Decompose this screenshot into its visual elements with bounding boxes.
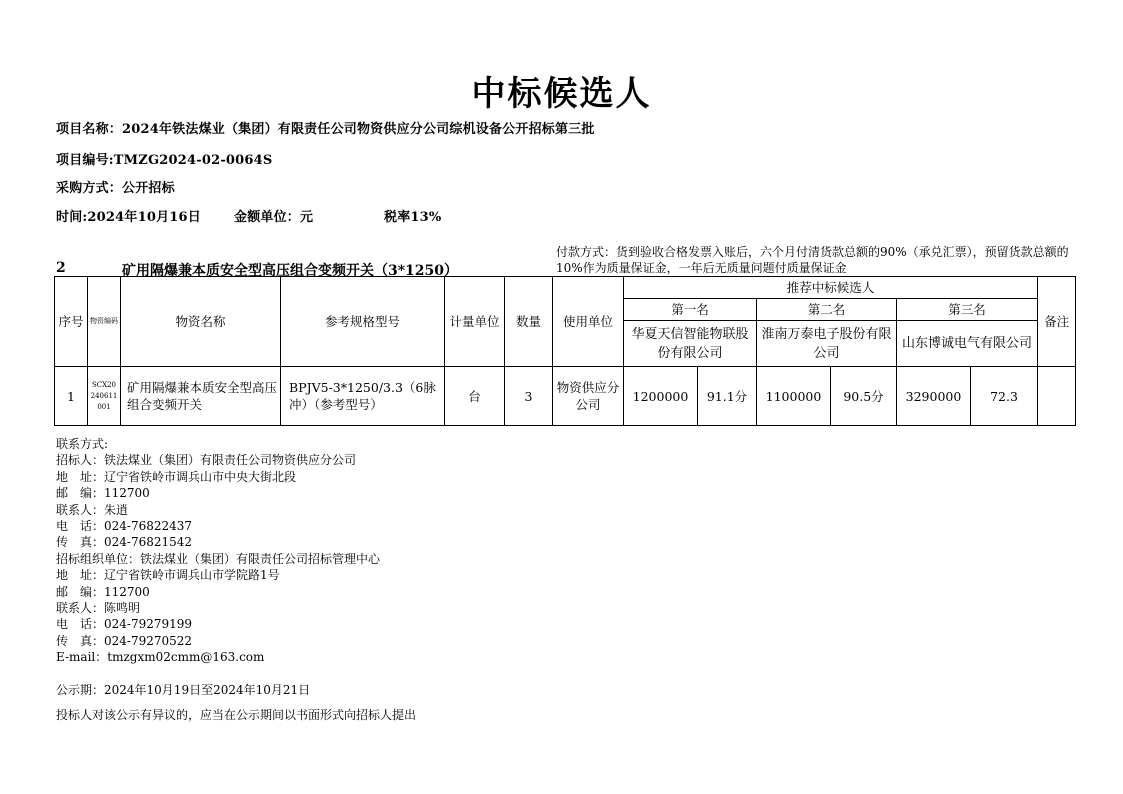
- contact-line: 联系人：朱逍: [56, 502, 129, 517]
- meta-line-time: [56, 206, 441, 225]
- contact-line: 招标人：铁法煤业（集团）有限责任公司物资供应分公司: [56, 453, 357, 468]
- contact-email: E-mail：tmzgxm02cmm@163.com: [56, 650, 265, 665]
- publicity-period: 公示期：2024年10月19日至2024年10月21日: [56, 683, 311, 697]
- contact-line: 传 真：024-79270522: [56, 633, 193, 648]
- row-remark: [1038, 367, 1076, 426]
- row-qty: 3: [505, 367, 553, 426]
- project-code: 项目编号:TMZG2024-02-0064S: [56, 153, 273, 168]
- document-title: 中标候选人: [471, 74, 652, 114]
- row-third-score: 72.3: [971, 367, 1038, 426]
- header-remark: 备注: [1038, 277, 1076, 367]
- header-third-rank: 第三名: [897, 299, 1038, 321]
- header-first-rank: 第一名: [624, 299, 757, 321]
- contact-line: 电 话：024-79279199: [56, 617, 193, 632]
- header-user-unit: 使用单位: [553, 277, 624, 367]
- currency-unit: 金额单位：元: [234, 210, 314, 225]
- candidate-first-name: 华夏天信智能物联股份有限公司: [624, 321, 757, 367]
- row-material-name: 矿用隔爆兼本质安全型高压组合变频开关: [121, 367, 281, 426]
- contact-line: 邮 编：112700: [56, 486, 150, 501]
- contact-line: 传 真：024-76821542: [56, 535, 193, 550]
- row-seq: 1: [55, 367, 88, 426]
- header-material-name: 物资名称: [121, 277, 281, 367]
- tax-rate: 税率13%: [384, 210, 442, 225]
- header-qty: 数量: [505, 277, 553, 367]
- candidate-third-name: 山东博诚电气有限公司: [897, 321, 1038, 367]
- payment-terms: 付款方式：货到验收合格发票入账后，六个月付清货款总额的90%（承兑汇票），预留货款总额的10%作为质量保证金，一年后无质量问题付质量保证金: [556, 245, 1069, 275]
- row-third-price: 3290000: [897, 367, 971, 426]
- lot-name: 矿用隔爆兼本质安全型高压组合变频开关（3*1250）: [122, 263, 459, 279]
- candidate-second-name: 淮南万泰电子股份有限公司: [757, 321, 897, 367]
- row-unit: 台: [445, 367, 505, 426]
- contact-line: 地 址：辽宁省铁岭市调兵山市中央大街北段: [56, 469, 297, 484]
- row-second-score: 90.5分: [831, 367, 897, 426]
- header-seq: 序号: [55, 277, 88, 367]
- header-unit: 计量单位: [445, 277, 505, 367]
- row-first-score: 91.1分: [698, 367, 757, 426]
- contact-line: 联系人：陈鸣明: [56, 601, 141, 616]
- row-user-unit: 物资供应分公司: [553, 367, 624, 426]
- table-row: [55, 367, 1076, 426]
- tender-time: 时间:2024年10月16日: [56, 210, 201, 225]
- project-name: 项目名称：2024年铁法煤业（集团）有限责任公司物资供应分公司综机设备公开招标第三批: [56, 122, 595, 137]
- row-first-price: 1200000: [624, 367, 698, 426]
- header-spec: 参考规格型号: [281, 277, 445, 367]
- procurement-method: 采购方式：公开招标: [56, 181, 175, 196]
- contact-line: 招标组织单位：铁法煤业（集团）有限责任公司招标管理中心: [56, 551, 381, 566]
- contact-line: 邮 编：112700: [56, 584, 150, 599]
- contact-info: [56, 436, 380, 666]
- header-second-rank: 第二名: [757, 299, 897, 321]
- contact-line: 电 话：024-76822437: [56, 519, 193, 534]
- candidate-table: [54, 276, 1076, 426]
- contact-line: 地 址：辽宁省铁岭市调兵山市学院路1号: [56, 568, 280, 583]
- objection-note: 投标人对该公示有异议的，应当在公示期间以书面形式向招标人提出: [56, 708, 417, 722]
- row-material-code: SCX20240611001: [88, 367, 121, 426]
- row-spec: BPJV5-3*1250/3.3（6脉冲）（参考型号）: [281, 367, 445, 426]
- contact-line: 联系方式:: [56, 437, 109, 451]
- row-second-price: 1100000: [757, 367, 831, 426]
- header-recommended: 推荐中标候选人: [624, 277, 1038, 299]
- header-material-code: 物资编码: [88, 277, 121, 367]
- lot-number: 2: [56, 260, 66, 276]
